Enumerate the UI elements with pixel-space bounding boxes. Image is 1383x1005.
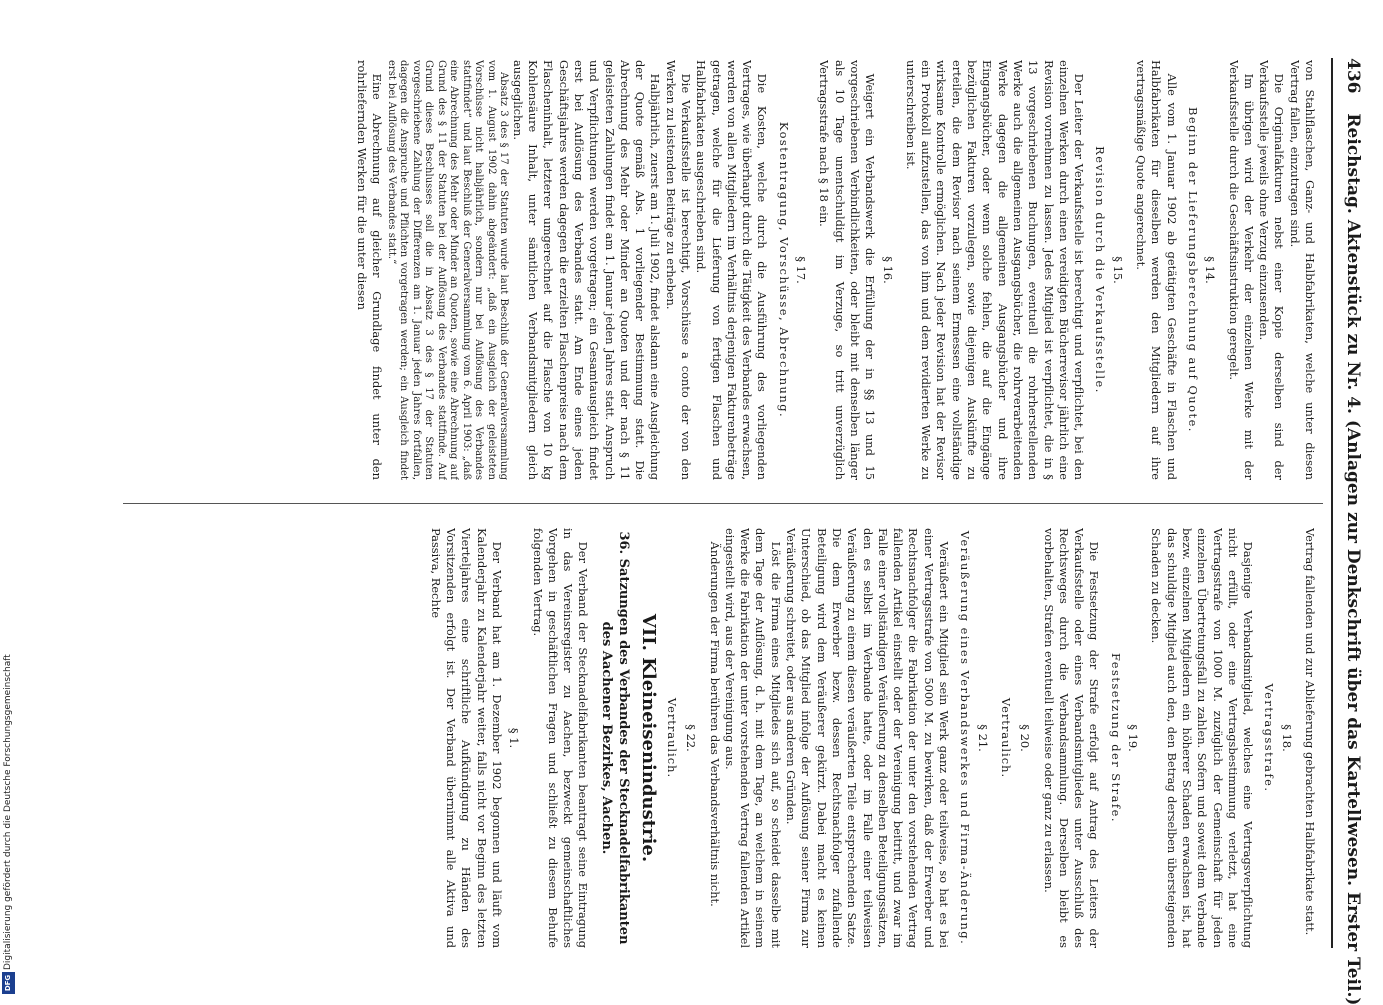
section-heading: Beginn der Lieferungsberechnung auf Quote. (1185, 107, 1200, 433)
paragraph: Der Leiter der Verkaufsstelle ist berechtigt und verpflichtet, bei den einzelnen Werken durch einen vereidigten Bücherrevisor jährlich eine Revision vornehmen zu lassen. Jedes Mitglied ist verpflichtet, die in § 13 vorgeschriebenen Buchungen, eventuell die rohrherstellenden Werke auch die allgemeinen Ausgangsbücher, die rohrverarbeitenden Werke dagegen die allgemeinen Ausgangsbücher und ihre Eingangsbücher, oder wenn solche fehlen, die auf die Eingänge bezüglichen Fakturen vorzulegen, sowie diejenigen Auskünfte zu erteilen, die dem Revisor nach seinem Ermessen eine vollständige wirksame Kontrolle ermöglichen. Nach jeder Revision hat der Revisor ein Protokoll aufzustellen, das von ihm und dem revidierten Werke zu unterschreiben ist. (903, 60, 1087, 480)
section-number: § 21. (975, 724, 990, 752)
dfg-logo (2, 972, 15, 994)
header-rule (1331, 58, 1333, 948)
section-number: § 20. (1018, 724, 1033, 752)
paragraph: Der Verband der Stecknadelfabrikanten beantragt seine Eintragung in das Vereinsregister zu Aachen, bezweckt gemeinschaftliches Vorgehen in geschäftlichen Fragen und schließt zu diesem Behufe folgenden Vertrag. (530, 528, 591, 948)
paragraph: Die Kosten, welche durch die Ausführung des vorliegenden Vertrages, wie überhaupt durch die Tätigkeit des Verbandes erwachsen, werden von allen Mitgliedern im Verhältnis derjenigen Fakturenbeträge getragen, welche für die Lieferung von fertigen Flaschen und Halbfabrikaten ausgeschrieben sind. (694, 60, 770, 480)
paragraph: Eine Abrechnung auf gleicher Grundlage findet unter den rohrliefernden Werken für die unter diesen (355, 60, 385, 480)
section-heading: Vertragsstrafe. (1262, 683, 1277, 793)
dfg-logo-text: DFG (4, 974, 13, 992)
section-number: § 16. (880, 256, 895, 284)
footnote-paragraph: Absatz 3 des § 17 der Statuten wurde laut Beschluß der Generalversammlung vom 1. August 1902 dahin abgeändert: „daß ein Ausgleich der geleisteten Vorschüsse nicht halbjährlich, sondern nur bei Auflösung des Verbandes stattfindet“ und laut Beschluß der Generalversammlung vom 6. April 1903: „daß eine Abrechnung des Mehr oder Minder an Quoten, sowie eine Abrechnung auf Grund des § 11 der Statuten bei der Auflösung des Verbandes stattfinde. Auf Grund dieses Beschlusses soll die in Absatz 3 des § 17 der Statuten vorgeschriebene Zahlung der Differenzen am 1. Januar jeden Jahres fortfallen, dagegen die Anspruche und Pflichten vorgetragen werden; ein Ausgleich findet erst bei Auflösung des Verbandes statt.“ (385, 60, 510, 480)
paragraph: Die Festsetzung der Strafe erfolgt auf Antrag des Leiters der Verkaufsstelle oder eines Verbandsmitgliedes unter Ausschluß des Rechtsweges durch die Verbandsammlung. Derselben bleibt es vorbehalten, Strafen eventuell teilweise oder ganz zu erlassen. (1041, 528, 1102, 948)
section-heading: Kostentragung, Vorschüsse, Abrechnung. (776, 121, 791, 419)
paragraph: Die Verkaufsstelle ist berechtigt, Vorschüsse a conto der von den Werken zu leistenden Beiträge zu erheben. (663, 60, 694, 480)
section-number: § 19. (1126, 724, 1141, 752)
paragraph: Der Verband hat am 1. Dezember 1902 begonnen und läuft vom Kalenderjahr zu Kalenderjahr weiter, falls nicht vor Beginn des letzten Vierteljahres eine schriftliche Aufkündigung zu Händen des Vorsitzenden erfolgt ist. Der Verband übernimmt alle Aktiva und Passiva, Rechte (428, 528, 504, 948)
section-heading: Revision durch die Verkaufsstelle. (1093, 146, 1108, 394)
paragraph: von Stahlflaschen, Ganz- und Halbfabrikaten, welche unter diesen Vertrag fallen, einzutragen sind. (1287, 60, 1317, 480)
paragraph: Dasjenige Verbandsmitglied, welches eine Vertragsverpflichtung nicht erfüllt, oder eine Vertragsbestimmung verletzt, hat eine Vertragsstrafe von 1000 M. zuzüglich der Gemeinschaft für jeden einzelnen Übertretungsfall zu zahlen. Sofern und soweit dem Verbande bezw. einzelnen Mitgliedern ein höherer Schaden erwachsen ist, hat das schuldige Mitglied auch den, den Betrag derselben übersteigenden Schaden zu decken. (1149, 528, 1256, 948)
page-number: 436 (1343, 58, 1363, 94)
paragraph: Die Originalfakturen nebst einer Kopie derselben sind der Verkaufsstelle jeweils ohne Verzug einzusenden. (1257, 60, 1287, 480)
left-column (127, 60, 1317, 480)
section-number: § 14. (1203, 256, 1218, 284)
column-divider (123, 503, 1323, 504)
part-title: VII. Kleineisenindustrie. (637, 613, 659, 863)
confidential-note: Vertraulich. (665, 697, 680, 779)
document-page (93, 0, 1383, 1005)
section-number: § 15. (1110, 256, 1125, 284)
paragraph: Im übrigen wird der Verkehr der einzelnen Werke mit der Verkaufsstelle durch die Geschäftsinstruktion geregelt. (1226, 60, 1256, 480)
section-number: § 1. (507, 727, 522, 749)
paragraph: Löst die Firma eines Mitgliedes sich auf, so scheidet dasselbe mit dem Tage der Auflösung, d. h. mit dem Tage, an welchem in seinem Werke die Fabrikation der unter vorstehenden Vertrag fallenden Artikel eingestellt wird, aus der Vereinigung aus. (722, 528, 783, 948)
section-number: § 18. (1279, 724, 1294, 752)
digitization-credit: Digitalisierung gefördert durch die Deutsche Forschungsgemeinschaft (3, 654, 13, 970)
page-title: Reichstag. Aktenstück zu Nr. 4. (Anlagen zur Denkschrift über das Kartellwesen. Erster Teil.) (1343, 113, 1363, 1005)
confidential-note: Vertraulich. (998, 697, 1013, 779)
document-title: 36. Satzungen des Verbandes der Stecknadelfabrikanten des Aachener Bezirkes, Aachen. (599, 531, 632, 945)
section-heading: Festsetzung der Strafe. (1108, 653, 1123, 823)
side-note (0, 0, 18, 1000)
paragraph: Veräußert ein Mitglied sein Werk ganz oder teilweise, so hat es bei einer Vertragsstrafe von 5000 M. zu bewirken, daß der Erwerber und Rechtsnachfolger die Fabrikation der unter den vorstehenden Vertrag fallenden Artikel einstellt oder der Vereinigung beitritt, und zwar im Falle einer vollständigen Veräußerung zu denselben Beteiligungssätzen, den es selbst im Verbande hatte, oder im Falle einer teilweisen Veräußerung zu einem diesen veräußerten Teile entsprechenden Satze. Die dem Erwerber bezw. dessen Rechtsnachfolger zufallende Beteiligung wird dem Veräußerer gekürzt. Dabei macht es keinen Unterschied, ob das Mitglied infolge der Auflösung seiner Firma zur Veräußerung schreitet, oder aus anderen Gründen. (784, 528, 952, 948)
paragraph: Vertrag fallenden und zur Ablieferung gebrachten Halbfabrikate statt. (1303, 528, 1317, 936)
page-header (1337, 58, 1363, 1005)
section-number: § 17. (794, 256, 809, 284)
paragraph: Weigert ein Verbandswerk die Erfüllung der in §§ 13 und 15 vorgeschriebenen Verbindlichkeiten, oder bleibt mit denselben länger als 10 Tage unentschuldigt im Verzuge, so tritt unverzüglich Vertragsstrafe nach § 18 ein. (817, 60, 878, 480)
paragraph: Änderungen der Firma berühren das Verbandsverhältnis nicht. (707, 541, 722, 907)
paragraph: Alle vom 1. Januar 1902 ab getätigten Geschäfte in Flaschen und Halbfabrikaten für dieselben werden den Mitgliedern auf ihre vertragsmäßige Quote angerechnet. (1134, 60, 1179, 480)
right-column (127, 528, 1317, 948)
paragraph: Halbjährlich, zuerst am 1. Juli 1902, findet alsdann eine Ausgleichung der Quote gemäß Abs. 1 vorliegender Bestimmung statt. Die Abrechnung des Mehr oder Minder an Quoten und der nach § 11 geleisteten Zahlungen findet am 1. Januar jeden Jahres statt. Anspruch und Verpflichtungen werden vorgetragen; ein Gesamtausgleich findet erst bei Auflösung des Verbandes statt. Am Ende eines jeden Geschäftsjahres werden dagegen die erzielten Flaschenpreise nach dem Flascheninhalt, letzterer umgerechnet auf die Flasche von 10 kg Kohlensäure Inhalt, unter sämtlichen Verbandsmitgliedern gleich ausgeglichen. (510, 60, 663, 480)
section-number: § 22. (684, 724, 699, 752)
section-heading: Veräußerung eines Verbandswerkes und Firma-Änderung. (958, 530, 973, 946)
